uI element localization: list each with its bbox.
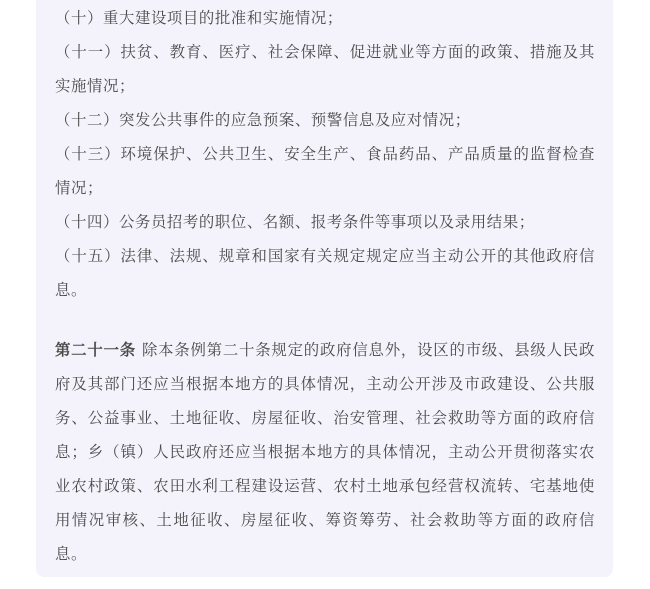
article-body: 除本条例第二十条规定的政府信息外，设区的市级、县级人民政府及其部门还应当根据本地方的具体情况，主动公开涉及市政建设、公共服务、公益事业、土地征收、房屋征收、治安管理、社会救助等方面的政府信息；乡（镇）人民政府还应当根据本地方的具体情况，主动公开贯彻落实农业农村政策、农田水利工程建设运营、农村土地承包经营权流转、宅基地使用情况审核、土地征收、房屋征收、筹资筹劳、社会救助等方面的政府信息。 (55, 341, 595, 563)
list-item: （十四）公务员招考的职位、名额、报考条件等事项以及录用结果； (55, 213, 535, 231)
paragraph-gap (55, 307, 595, 333)
article-paragraph (55, 333, 595, 571)
list-item: （十五）法律、法规、规章和国家有关规定规定应当主动公开的其他政府信息。 (55, 247, 595, 299)
list-item: （十三）环境保护、公共卫生、安全生产、食品药品、产品质量的监督检查情况； (55, 145, 595, 197)
list-item: （十一）扶贫、教育、医疗、社会保障、促进就业等方面的政策、措施及其实施情况； (55, 43, 595, 95)
list-item: （十二）突发公共事件的应急预案、预警信息及应对情况； (55, 111, 471, 129)
regulation-text (55, 0, 595, 571)
item-list (55, 1, 595, 307)
article-number: 第二十一条 (55, 341, 136, 359)
list-item: （十）重大建设项目的批准和实施情况； (55, 9, 343, 27)
